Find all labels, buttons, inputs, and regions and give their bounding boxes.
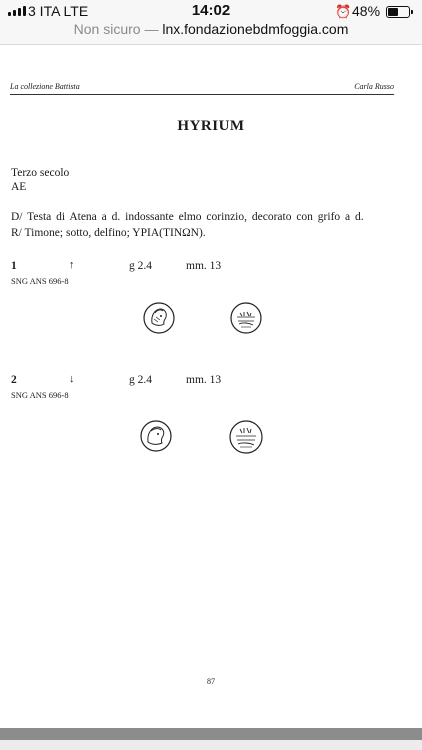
clock: 14:02 [191, 2, 231, 19]
battery-icon [386, 6, 410, 18]
entry-weight: g 2.4 [129, 260, 152, 272]
entry-reference: SNG ANS 696-8 [11, 390, 69, 400]
metal-text: AE [11, 181, 27, 193]
entry-number: 1 [11, 260, 17, 272]
obverse-description: D/ Testa di Atena a d. indossante elmo corinzio, decorato con grifo a d. [11, 211, 364, 223]
security-warning: Non sicuro — [73, 21, 159, 37]
browser-bottom-bar [0, 728, 422, 750]
coin-obverse-image [139, 419, 173, 453]
die-axis-up-icon: ↑ [69, 259, 75, 271]
coin-reverse-image [228, 419, 264, 455]
alarm-icon: ⏰ [335, 4, 352, 19]
page-number: 87 [207, 677, 215, 686]
document-page [0, 45, 422, 728]
header-collection: La collezione Battista [10, 82, 80, 91]
die-axis-down-icon: ↓ [69, 373, 75, 385]
entry-number: 2 [11, 374, 17, 386]
coin-obverse-image [142, 301, 176, 335]
running-header [10, 82, 394, 95]
address-bar[interactable] [0, 21, 422, 37]
century-text: Terzo secolo [11, 167, 70, 179]
entry-diameter: mm. 13 [186, 374, 222, 386]
battery-fill [388, 8, 398, 16]
header-author: Carla Russo [354, 82, 394, 91]
url-host: lnx.fondazionebdmfoggia.com [162, 21, 349, 37]
page-title: HYRIUM [177, 118, 245, 134]
battery-percent: 48% [352, 3, 381, 19]
status-bar [0, 0, 422, 22]
entry-diameter: mm. 13 [186, 260, 222, 272]
entry-reference: SNG ANS 696-8 [11, 276, 69, 286]
reverse-description: R/ Timone; sotto, delfino; YPIA(TINΩN). [11, 227, 206, 239]
coin-reverse-image [229, 301, 263, 335]
carrier-label: 3 ITA LTE [28, 3, 89, 19]
browser-top-bar [0, 0, 422, 45]
entry-weight: g 2.4 [129, 374, 152, 386]
